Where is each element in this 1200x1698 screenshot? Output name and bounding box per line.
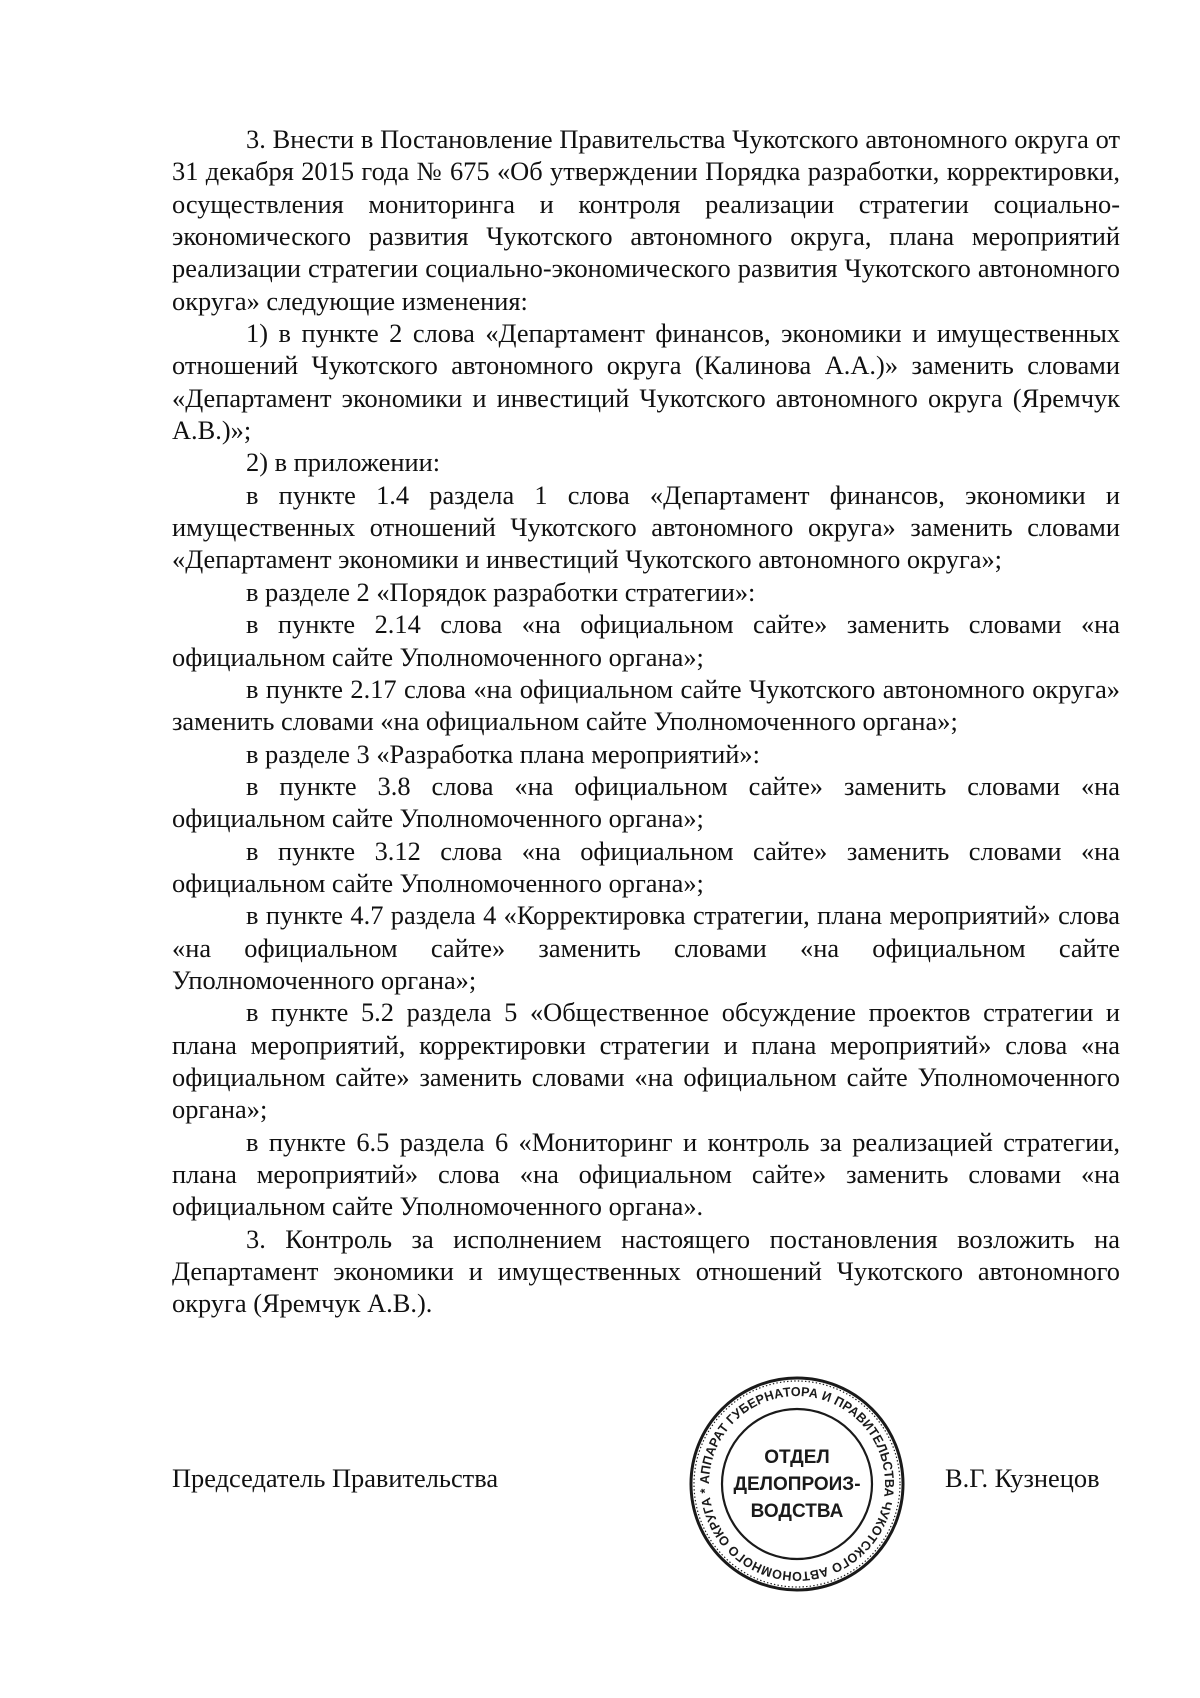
document-body bbox=[172, 123, 1120, 1320]
paragraph-point-2-17: в пункте 2.17 слова «на официальном сайте Чукотского автономного округа» заменить словами «на официальном сайте Уполномоченного органа»; bbox=[172, 673, 1120, 737]
paragraph-item-1: 1) в пункте 2 слова «Департамент финансов, экономики и имущественных отношений Чукотского автономного округа (Калинова А.А.)» заменить словами «Департамент экономики и инвестиций Чукотского автономного округа (Яремчук А.В.)»; bbox=[172, 318, 1120, 446]
paragraph-point-6-5: в пункте 6.5 раздела 6 «Мониторинг и контроль за реализацией стратегии, плана мероприятий» слова «на официальном сайте» заменить словами «на официальном сайте Уполномоченного органа». bbox=[172, 1126, 1120, 1222]
official-stamp-icon bbox=[688, 1375, 906, 1593]
paragraph-point-3-12: в пункте 3.12 слова «на официальном сайте» заменить словами «на официальном сайте Уполномоченного органа»; bbox=[172, 835, 1120, 898]
stamp-center-line-1: ОТДЕЛ bbox=[764, 1447, 830, 1468]
signatory-name: В.Г. Кузнецов bbox=[945, 1463, 1100, 1493]
paragraph-point-1-4: в пункте 1.4 раздела 1 слова «Департамент финансов, экономики и имущественных отношений Чукотского автономного округа» заменить словами «Департамент экономики и инвестиций Чукотского автономного округа»; bbox=[172, 479, 1120, 575]
stamp-center-line-2: ДЕЛОПРОИЗ- bbox=[733, 1474, 861, 1495]
paragraph-point-2-14: в пункте 2.14 слова «на официальном сайте» заменить словами «на официальном сайте Уполномоченного органа»; bbox=[172, 609, 1120, 672]
paragraph-section-3: в разделе 3 «Разработка плана мероприятий»: bbox=[246, 738, 760, 769]
paragraph-clause-3: 3. Внести в Постановление Правительства Чукотского автономного округа от 31 декабря 2015 года № 675 «Об утверждении Порядка разработки, корректировки, осуществления мониторинга и контроля реализации стратегии социально-экономического развития Чукотского автономного округа, плана мероприятий реализации стратегии социально-экономического развития Чукотского автономного округа» следующие изменения: bbox=[172, 124, 1120, 316]
paragraph-section-2: в разделе 2 «Порядок разработки стратегии»: bbox=[246, 576, 756, 607]
paragraph-point-5-2: в пункте 5.2 раздела 5 «Общественное обсуждение проектов стратегии и плана мероприятий, корректировки стратегии и плана мероприятий» слова «на официальном сайте» заменить словами «на официальном сайте Уполномоченного органа»; bbox=[172, 997, 1120, 1125]
signatory-position: Председатель Правительства bbox=[172, 1463, 499, 1493]
stamp-center-line-3: ВОДСТВА bbox=[750, 1501, 844, 1522]
paragraph-item-2: 2) в приложении: bbox=[246, 447, 441, 478]
stamp-ring-text: АППАРАТ ГУБЕРНАТОРА И ПРАВИТЕЛЬСТВА ЧУКОТСКОГО АВТОНОМНОГО ОКРУГА * bbox=[696, 1383, 898, 1585]
paragraph-control-clause: 3. Контроль за исполнением настоящего постановления возложить на Департамент экономики и имущественных отношений Чукотского автономного округа (Яремчук А.В.). bbox=[172, 1223, 1120, 1319]
paragraph-point-4-7: в пункте 4.7 раздела 4 «Корректировка стратегии, плана мероприятий» слова «на официальном сайте» заменить словами «на официальном сайте Уполномоченного органа»; bbox=[172, 900, 1120, 995]
paragraph-point-3-8: в пункте 3.8 слова «на официальном сайте» заменить словами «на официальном сайте Уполномоченного органа»; bbox=[172, 770, 1120, 834]
